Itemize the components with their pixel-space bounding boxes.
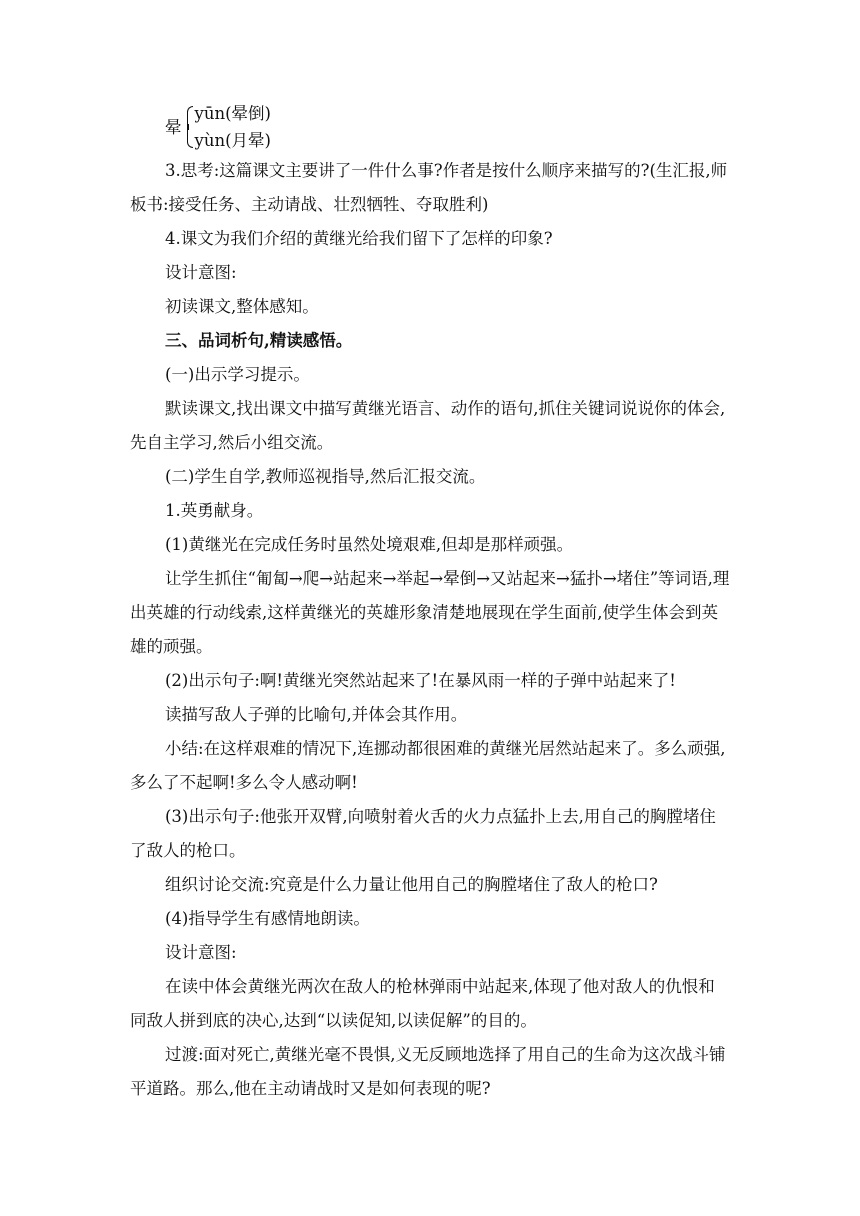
paragraph-summary: 小结:在这样艰难的情况下,连挪动都很困难的黄继光居然站起来了。多么顽强,多么了不起啊!多么令人感动啊! [130,739,726,792]
pinyin-reading-2: yùn(月晕) [194,131,271,150]
paragraph-metaphor: 读描写敌人子弹的比喻句,并体会其作用。 [165,705,468,724]
paragraph-think-question: 3.思考:这篇课文主要讲了一件什么事?作者是按什么顺序来描写的?(生汇报,师板书:接受任务、主动请战、壮烈牺牲、夺取胜利) [130,161,728,214]
paragraph-design-intent-label-2: 设计意图: [165,943,237,962]
pinyin-reading-1: yūn(晕倒) [194,104,271,123]
paragraph-point-2: (2)出示句子:啊!黄继光突然站起来了!在暴风雨一样的子弹中站起来了! [165,671,676,690]
paragraph-heroic-sacrifice: 1.英勇献身。 [165,501,264,520]
paragraph-design-intent-label: 设计意图: [165,263,237,282]
paragraph-design-intent-1: 初读课文,整体感知。 [165,297,319,316]
paragraph-study-tips: (一)出示学习提示。 [165,365,310,384]
paragraph-transition: 过渡:面对死亡,黄继光毫不畏惧,义无反顾地选择了用自己的生命为这次战斗铺平道路。那么,他在主动请战时又是如何表现的呢? [130,1045,726,1098]
paragraph-point-4: (4)指导学生有感情地朗读。 [165,909,370,928]
paragraph-design-intent-2: 在读中体会黄继光两次在敌人的枪林弹雨中站起来,体现了他对敌人的仇恨和同敌人拼到底的决心,达到“以读促知,以读促解”的目的。 [130,977,715,1030]
pinyin-readings [195,100,271,154]
document-body [130,100,730,1106]
left-brace-icon [184,106,192,148]
paragraph-self-study: (二)学生自学,教师巡视指导,然后汇报交流。 [165,467,486,486]
paragraph-silent-reading: 默读课文,找出课文中描写黄继光语言、动作的语句,抓住关键词说说你的体会,先自主学习,然后小组交流。 [130,399,726,452]
paragraph-action-clues: 让学生抓住“匍匐→爬→站起来→举起→晕倒→又站起来→猛扑→堵住”等词语,理出英雄的行动线索,这样黄继光的英雄形象清楚地展现在学生面前,使学生体会到英雄的顽强。 [130,569,730,656]
pinyin-annotation [165,100,730,154]
section-heading: 三、品词析句,精读感悟。 [165,331,353,350]
paragraph-point-3: (3)出示句子:他张开双臂,向喷射着火舌的火力点猛扑上去,用自己的胸膛堵住了敌人的枪口。 [130,807,716,860]
paragraph-impression-question: 4.课文为我们介绍的黄继光给我们留下了怎样的印象? [165,229,553,248]
paragraph-discussion: 组织讨论交流:究竟是什么力量让他用自己的胸膛堵住了敌人的枪口? [165,875,658,894]
paragraph-point-1: (1)黄继光在完成任务时虽然处境艰难,但却是那样顽强。 [165,535,574,554]
pinyin-character: 晕 [165,117,182,137]
